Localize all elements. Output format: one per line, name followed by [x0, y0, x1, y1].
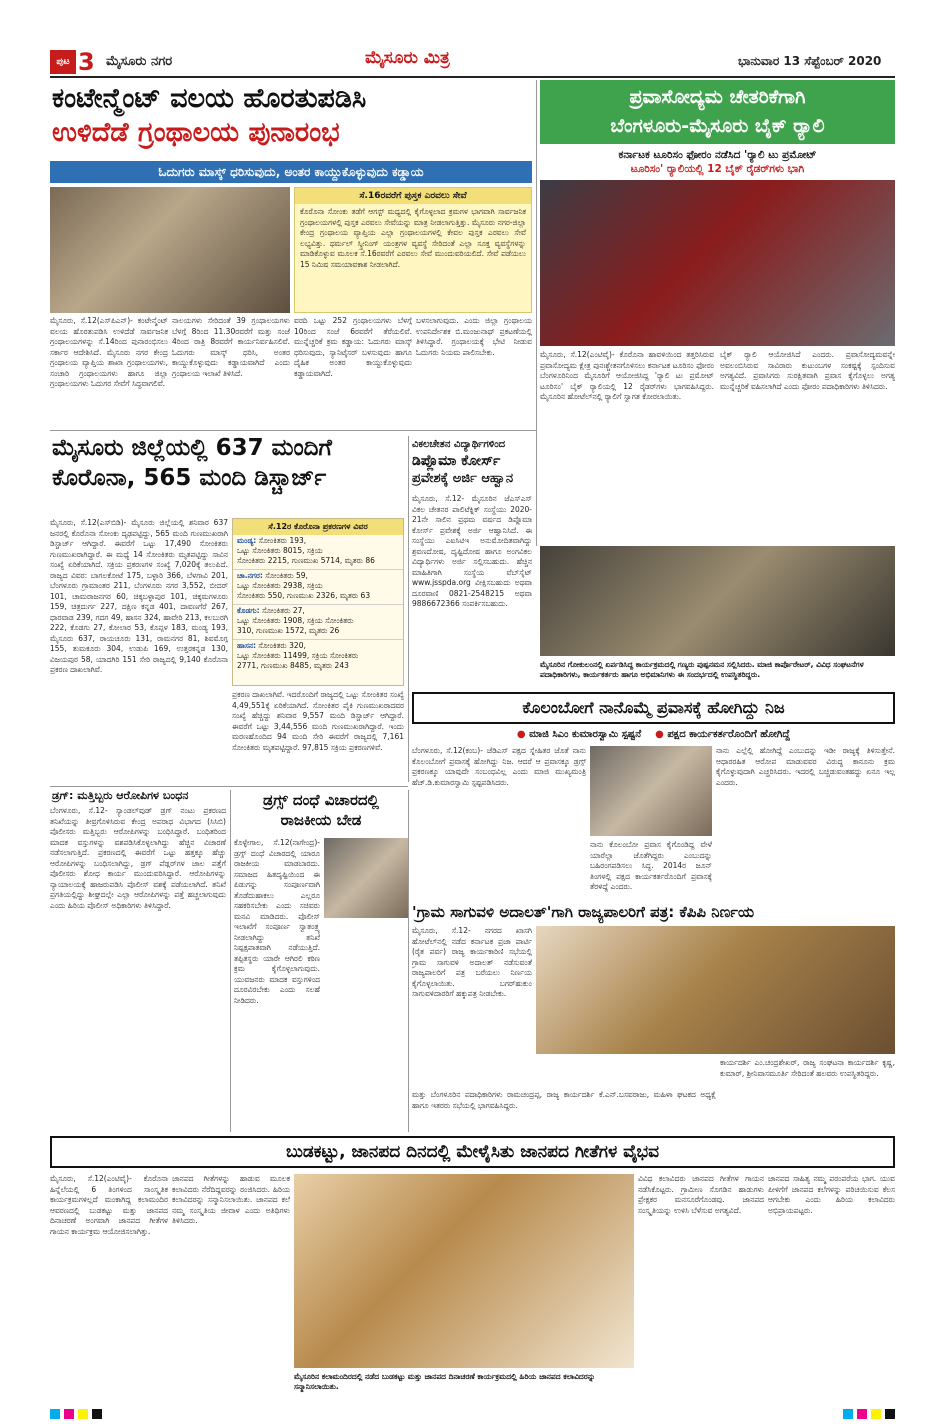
hdk-headline: ಕೊಲಂಬೋಗೆ ನಾನೊಮ್ಮೆ ಪ್ರವಾಸಕ್ಕೆ ಹೋಗಿದ್ದು ನಿಜ [522, 698, 785, 717]
table-row [233, 570, 403, 605]
drugs-politics-headline [234, 790, 408, 830]
diploma-headline-1: ವಿಕಲಚೇತನ ವಿದ್ಯಾರ್ಥಿಗಳಿಂದ [412, 439, 506, 450]
rally-column-2: ಬೈಕ್ ರ‍್ಯಾಲಿ ಆಯೋಜಿಸಿದೆ ಎಂದರು. ಪ್ರವಾಸೋದ್ಯಮವನ್ನೇ ಅವಲಂಬಿಸಿರುವ ಸಾವಿರಾರು ಕುಟುಂಬಗಳ ಸಂಕಷ್ಟಕ್ಕೆ ಸ್ಪಂದಿಸುವ ಅಗತ್ಯವಿದೆ. ಪ್ರವಾಸಿಗರು ಸುರಕ್ಷಿತವಾಗಿ ಪ್ರವಾಸ ಕೈಗೊಳ್ಳಲು ಅಗತ್ಯ ಮುನ್ನೆಚ್ಚರಿಕೆ ವಹಿಸಲಾಗಿದೆ ಎಂದು ಫೋರಂ ಪದಾಧಿಕಾರಿಗಳು ತಿಳಿಸಿದರು. [720, 350, 895, 391]
library-photo [50, 187, 290, 313]
hdk-photo [590, 746, 712, 836]
corona-column-2: ಪ್ರಕರಣ ದಾಖಲಾಗಿವೆ. ಇದರೊಂದಿಗೆ ರಾಜ್ಯದಲ್ಲಿ ಒಟ್ಟು ಸೋಂಕಿತರ ಸಂಖ್ಯೆ 4,49,551ಕ್ಕೆ ಏರಿಕೆಯಾಗಿದೆ. ಸೋಂಕಿತರ ಪೈಕಿ ಗುಣಮುಖರಾದವರ ಸಂಖ್ಯೆ ಹೆಚ್ಚಿದ್ದು ಶನಿವಾರ 9,557 ಮಂದಿ ಡಿಸ್ಚಾರ್ಜ್ ಆಗಿದ್ದಾರೆ. ಈವರೆಗೆ ಒಟ್ಟು 3,44,556 ಮಂದಿ ಗುಣಮುಖರಾಗಿದ್ದಾರೆ. ಇಂದು ಮರಣಹೊಂದಿದ 94 ಮಂದಿ ಸೇರಿ ಈವರೆಗೆ ರಾಜ್ಯದಲ್ಲಿ 7,161 ಸೋಂಕಿತರು ಮೃತಪಟ್ಟಿದ್ದಾರೆ. 97,815 ಸಕ್ರಿಯ ಪ್ರಕರಣಗಳಿವೆ. [232, 690, 404, 752]
hdk-subhead-1: ಮಾಜಿ ಸಿಎಂ ಕುಮಾರಸ್ವಾಮಿ ಸ್ಪಷ್ಟನೆ [529, 729, 642, 740]
diploma-headline [412, 436, 532, 487]
folk-headline: ಬುಡಕಟ್ಟು, ಜಾನಪದ ದಿನದಲ್ಲಿ ಮೇಳೈಸಿತು ಜಾನಪದ ಗೀತೆಗಳ ವೈಭವ [285, 1142, 660, 1162]
masthead: ಮೈಸೂರು ಮಿತ್ರ [365, 48, 450, 68]
rally-subhead-2: ಟೂರಿಸಂ' ರ‍್ಯಾಲಿಯಲ್ಲಿ 12 ಬೈಕ್ ರೈಡರ್‌ಗಳು ಭಾಗಿ [630, 163, 805, 175]
library-column-2: ನಾಲಯಗಳು ಸೇರಿದಂತೆ 39 ಗ್ರಂಥಾಲಯಗಳು ಬೆಳಗ್ಗೆ 8ರಿಂದ 11.30ರವರೆಗೆ ಮತ್ತು ಸಂಜೆ 4ರಿಂದ ರಾತ್ರಿ 8ರವರೆಗೆ ಕಾರ್ಯನಿರ್ವಹಿಸಲಿವೆ. ಓದುಗರು ಮಾಸ್ಕ್ ಧರಿಸಿ, ಅಂತರ ಕಾಯ್ದುಕೊಳ್ಳುವುದು ಕಡ್ಡಾಯವಾಗಿದೆ ಎಂದು ಗ್ರಂಥಾಲಯ ಇಲಾಖೆ ತಿಳಿಸಿದೆ. [172, 316, 290, 378]
hdk-subheads [412, 728, 895, 742]
drugs-politics-headline-1: ಡ್ರಗ್ಸ್ ದಂಧೆ ವಿಚಾರದಲ್ಲಿ [263, 791, 379, 809]
diploma-headline-2: ಡಿಪ್ಲೊಮಾ ಕೋರ್ಸ್ [412, 453, 501, 469]
drugs-politics-text-cont [324, 922, 408, 1132]
rally-headline-2: ಬೆಂಗಳೂರು-ಮೈಸೂರು ಬೈಕ್ ರ‍್ಯಾಲಿ [610, 115, 825, 137]
folk-photo [294, 1174, 634, 1368]
bullet-icon: ● [655, 729, 664, 740]
kpp-column-1: ಮೈಸೂರು, ಸೆ.12- ನಗರದ ಖಾಸಗಿ ಹೋಟೆಲ್‌ನಲ್ಲಿ ನಡೆದ ಕರ್ನಾಟಕ ಪ್ರಜಾ ಪಾರ್ಟಿ (ರೈತ ಪರ್ವ) ರಾಜ್ಯ ಕಾರ್ಯಕಾರಿಣಿ ಸಭೆಯಲ್ಲಿ ಗ್ರಾಮ ಸಾಗುವಳಿ ಅದಾಲತ್ ನಡೆಸುವಂತೆ ರಾಜ್ಯಪಾಲರಿಗೆ ಪತ್ರ ಬರೆಯಲು ನಿರ್ಣಯ ಕೈಗೊಳ್ಳಲಾಯಿತು. ಬಗರ್‌ಹುಕುಂ ಸಾಗುವಳಿದಾರರಿಗೆ ಹಕ್ಕುಪತ್ರ ನೀಡಬೇಕು. [412, 926, 532, 998]
cases-line: 2771, ಗುಣಮುಖ 8485, ಮೃತರು 243 [237, 661, 349, 670]
hdk-subhead-2: ಪಕ್ಷದ ಕಾರ್ಯಕರ್ತರೊಂದಿಗೆ ಹೋಗಿದ್ದೆ [667, 729, 791, 740]
district-name: ಹಾಸನ: [237, 641, 256, 650]
folk-headline-box [50, 1136, 895, 1168]
cases-line: ಸೋಂಕಿತರು 320, [258, 641, 306, 650]
cases-line: ಸೋಂಕಿತರು 59, [265, 571, 308, 580]
column-divider [536, 80, 537, 546]
page-number: 3 [78, 48, 95, 76]
bullet-icon: ● [516, 729, 526, 740]
hdk-column-2: ನಾನು ಕೊಲಂಬೋ ಪ್ರವಾಸ ಕೈಗೊಂಡಿದ್ದ ವೇಳೆ ಯಾರೆಲ್ಲಾ ಜೊತೆಗಿದ್ದರು ಎಂಬುದನ್ನು ಬಹಿರಂಗಪಡಿಸಲು ಸಿದ್ಧ. 2014ರ ಜೂನ್ ತಿಂಗಳಲ್ಲಿ ಪಕ್ಷದ ಕಾರ್ಯಕರ್ತರೊಂದಿಗೆ ಪ್ರವಾಸಕ್ಕೆ ತೆರಳಿದ್ದೆ ಎಂದರು. [590, 840, 712, 891]
folk-column-2: ಜಾನಪದ ಗೀತೆಗಳನ್ನು ಹಾಡುವ ಮೂಲಕ ಕಲಾವಿದರು ನೆರೆದಿದ್ದವರನ್ನು ರಂಜಿಸಿದರು. ಹಿರಿಯ ಕಲಾವಿದರನ್ನು ಸನ್ಮಾನಿಸಲಾಯಿತು. ಜಾನಪದ ಕಲೆ ನಮ್ಮ ಸಂಸ್ಕೃತಿಯ ಜೀವಾಳ ಎಂದು ಅತಿಥಿಗಳು ತಿಳಿಸಿದರು. [172, 1174, 290, 1225]
table-row [233, 535, 403, 570]
folk-column-3: ವಿವಿಧ ಕಲಾವಿದರು ಜಾನಪದ ಗೀತೆಗಳ ಗಾಯನ ನಡೆಸಿಕೊಟ್ಟರು. ಗ್ರಾಮೀಣ ಸೊಗಡಿನ ಹಾಡುಗಳು ಪ್ರೇಕ್ಷಕರ ಮನಸೂರೆಗೊಂಡವು. ಜಾನಪದ ಸಂಸ್ಕೃತಿಯನ್ನು ಉಳಿಸಿ ಬೆಳೆಸುವ ಅಗತ್ಯವಿದೆ. [638, 1174, 764, 1215]
section-divider [50, 430, 536, 431]
district-name: ಕೊಡಗು: [237, 606, 260, 615]
tribute-photo [540, 546, 895, 656]
tribute-caption: ಮೈಸೂರಿನ ಗೋಕುಲಂನಲ್ಲಿ ಏರ್ಪಡಿಸಿದ್ದ ಕಾರ್ಯಕ್ರಮದಲ್ಲಿ ಗಣ್ಯರು ಪುಷ್ಪನಮನ ಸಲ್ಲಿಸಿದರು. ಮಾಜಿ ಕಾರ್ಪೊರೇಟರ್, ವಿವಿಧ ಸಂಘಟನೆಗಳ ಪದಾಧಿಕಾರಿಗಳು, ಕಾರ್ಯಕರ್ತರು ಹಾಗೂ ಅಭಿಮಾನಿಗಳು ಈ ಸಂದರ್ಭದಲ್ಲಿ ಉಪಸ್ಥಿತರಿದ್ದರು. [540, 660, 864, 679]
table-row [233, 640, 403, 674]
color-registration-marks [795, 1404, 895, 1423]
kpp-headline: 'ಗ್ರಾಮ ಸಾಗುವಳಿ ಅದಾಲತ್'ಗಾಗಿ ರಾಜ್ಯಪಾಲರಿಗೆ ಪತ್ರ: ಕೆಪಿಪಿ ನಿರ್ಣಯ [412, 903, 755, 921]
hdk-column-3: ನಾನು ಎಲ್ಲೆಲ್ಲಿ ಹೋಗಿದ್ದೆ ಎಂಬುದನ್ನು ಇಡೀ ರಾಜ್ಯಕ್ಕೆ ತಿಳಿಸುತ್ತೇನೆ. ಆಧಾರರಹಿತ ಆರೋಪ ಮಾಡುವವರ ವಿರುದ್ಧ ಕಾನೂನು ಕ್ರಮ ಕೈಗೊಳ್ಳುವುದಾಗಿ ಎಚ್ಚರಿಸಿದರು. ಇದರಲ್ಲಿ ಬಚ್ಚಿಡುವಂತಹದ್ದು ಏನೂ ಇಲ್ಲ ಎಂದರು. [716, 746, 895, 787]
kpp-photo [536, 926, 895, 1054]
library-column-1: ಮೈಸೂರು, ಸೆ.12(ಎಸ್‌ಪಿಎನ್)- ಕಂಟೇನ್ಮೆಂಟ್ ವಲಯ ಹೊರತುಪಡಿಸಿ ಉಳಿದೆಡೆ ಸಾರ್ವಜನಿಕ ಗ್ರಂಥಾಲಯಗಳನ್ನು ಸೆ.14ರಿಂದ ಪುನಾರಂಭಿಸಲು ಸರ್ಕಾರ ಆದೇಶಿಸಿದೆ. ಮೈಸೂರು ನಗರ ಕೇಂದ್ರ ಗ್ರಂಥಾಲಯ ವ್ಯಾಪ್ತಿಯ ಶಾಖಾ ಗ್ರಂಥಾಲಯಗಳು, ಸಂಚಾರಿ ಗ್ರಂಥಾಲಯಗಳು ಹಾಗೂ ಜಿಲ್ಲಾ ಗ್ರಂಥಾಲಯಗಳು ಓದುಗರ ಸೇವೆಗೆ ಸಿದ್ಧವಾಗಲಿವೆ. [50, 316, 168, 388]
cases-line: ಸೋಂಕಿತರು 2215, ಗುಣಮುಖ 5714, ಮೃತರು 86 [237, 556, 375, 565]
hdk-headline-box [412, 692, 895, 724]
cases-line: ಸೋಂಕಿತರು 27, [262, 606, 305, 615]
cases-line: ಒಟ್ಟು ಸೋಂಕಿತರು 1908, ಸಕ್ರಿಯ ಸೋಂಕಿತರು [237, 616, 354, 625]
library-column-3: ವರದಿ ಒಟ್ಟು 252 ಗ್ರಂಥಾಲಯಗಳು ಬೆಳಗ್ಗೆ 10ರಿಂದ ಸಂಜೆ 6ರವರೆಗೆ ತೆರೆಯಲಿವೆ. ಮುನ್ನೆಚ್ಚರಿಕೆ ಕ್ರಮ ಕಡ್ಡಾಯ: ಓದುಗರು ಮಾಸ್ಕ್ ಧರಿಸುವುದು, ಸ್ಯಾನಿಟೈಸರ್ ಬಳಸುವುದು ಹಾಗೂ ದೈಹಿಕ ಅಂತರ ಕಾಯ್ದುಕೊಳ್ಳುವುದು ಕಡ್ಡಾಯವಾಗಿದೆ. [294, 316, 412, 378]
kpp-caption: ಮತ್ತು ಬೆಂಗಳೂರಿನ ಪದಾಧಿಕಾರಿಗಳು ರಾಮಚಂದ್ರಪ್ಪ, ರಾಜ್ಯ ಕಾರ್ಯದರ್ಶಿ ಕೆ.ಎನ್.ಬಸವರಾಜು, ಮಹಿಳಾ ಘಟಕದ ಅಧ್ಯಕ್ಷೆ ಹಾಗೂ ಇತರರು ಸಭೆಯಲ್ಲಿ ಭಾಗವಹಿಸಿದ್ದರು. [412, 1090, 716, 1110]
rally-subhead [540, 148, 895, 176]
corona-table [232, 518, 404, 686]
issue-date: ಭಾನುವಾರ 13 ಸೆಪ್ಟೆಂಬರ್ 2020 [738, 54, 882, 68]
cases-line: ಒಟ್ಟು ಸೋಂಕಿತರು 8015, ಸಕ್ರಿಯ [237, 546, 323, 555]
minister-photo [324, 838, 408, 918]
header-rule [50, 76, 895, 78]
column-divider [408, 790, 409, 1132]
color-registration-marks [50, 1404, 150, 1423]
cases-line: ಸೋಂಕಿತರು 550, ಗುಣಮುಖ 2326, ಮೃತರು 63 [237, 591, 371, 600]
page-label: ಪುಟ [50, 50, 76, 74]
library-box [294, 187, 532, 313]
section-title: ಮೈಸೂರು ನಗರ [106, 54, 173, 69]
corona-headline-2: ಕೊರೊನಾ, 565 ಮಂದಿ ಡಿಸ್ಚಾರ್ಜ್ [52, 465, 327, 491]
drugs-politics-headline-2: ರಾಜಕೀಯ ಬೇಡ [280, 811, 362, 829]
library-box-text: ಕೊರೊನಾ ಸೋಂಕು ತಡೆಗೆ ಆಗಸ್ಟ್ ಮಧ್ಯದಲ್ಲಿ ಕೈಗೊಳ್ಳಲಾದ ಕ್ರಮಗಳ ಭಾಗವಾಗಿ ಸಾರ್ವಜನಿಕ ಗ್ರಂಥಾಲಯಗಳಲ್ಲಿ ಪುಸ್ತಕ ಎರವಲು ಸೇವೆಯನ್ನು ಮಾತ್ರ ನೀಡಲಾಗುತ್ತಿತ್ತು. ಮೈಸೂರು ನಗರ-ಜಿಲ್ಲಾ ಕೇಂದ್ರ ಗ್ರಂಥಾಲಯ ವ್ಯಾಪ್ತಿಯ ಎಲ್ಲಾ ಗ್ರಂಥಾಲಯಗಳಲ್ಲಿ ಕೇವಲ ಪುಸ್ತಕ ಎರವಲು ಸೇವೆ ಲಭ್ಯವಿತ್ತು. ಥರ್ಮಲ್ ಸ್ಕ್ರೀನಿಂಗ್ ಯಂತ್ರಗಳ ವ್ಯವಸ್ಥೆ ಸೇರಿದಂತೆ ಎಲ್ಲಾ ಸೂಕ್ತ ವ್ಯವಸ್ಥೆಗಳನ್ನು ಮಾಡಿಕೊಳ್ಳುವ ಮೂಲಕ ಸೆ.16ರವರೆಗೆ ಎರವಲು ಸೇವೆ ಮುಂದುವರಿಯಲಿದೆ. ಸೇವೆ ಪಡೆಯಲು 15 ನಿಮಿಷ ಸಮಯಾವಕಾಶ ನೀಡಲಾಗಿದೆ. [300, 207, 526, 269]
table-row [233, 605, 403, 640]
hdk-column-1: ಬೆಂಗಳೂರು, ಸೆ.12(ಕಂಬ)- ಜೆಡಿಎಸ್ ಪಕ್ಷದ ಸ್ನೇಹಿತರ ಜೊತೆ ನಾನು ಕೊಲಂಬೋಗೆ ಪ್ರವಾಸಕ್ಕೆ ಹೋಗಿದ್ದು ನಿಜ. ಆದರೆ ಆ ಪ್ರವಾಸಕ್ಕೂ ಡ್ರಗ್ಸ್ ಪ್ರಕರಣಕ್ಕೂ ಯಾವುದೇ ಸಂಬಂಧವಿಲ್ಲ ಎಂದು ಮಾಜಿ ಮುಖ್ಯಮಂತ್ರಿ ಹೆಚ್.ಡಿ.ಕುಮಾರಸ್ವಾಮಿ ಸ್ಪಷ್ಟಪಡಿಸಿದರು. [412, 746, 586, 787]
drugs-politics-text: ಕೊಳ್ಳೇಗಾಲ, ಸೆ.12(ನಾಗೇಂದ್ರ)- ಡ್ರಗ್ಸ್ ದಂಧೆ ವಿಚಾರದಲ್ಲಿ ಯಾರೂ ರಾಜಕೀಯ ಮಾಡಬಾರದು. ಸಮಾಜದ ಹಿತದೃಷ್ಟಿಯಿಂದ ಈ ಪಿಡುಗನ್ನು ಸಂಪೂರ್ಣವಾಗಿ ತೊಡೆದುಹಾಕಲು ಎಲ್ಲರೂ ಸಹಕರಿಸಬೇಕು ಎಂದು ಸಚಿವರು ಮನವಿ ಮಾಡಿದರು. ಪೊಲೀಸ್ ಇಲಾಖೆಗೆ ಸಂಪೂರ್ಣ ಸ್ವಾತಂತ್ರ್ಯ ನೀಡಲಾಗಿದ್ದು ತನಿಖೆ ನಿಷ್ಪಕ್ಷಪಾತವಾಗಿ ನಡೆಯುತ್ತಿದೆ. ತಪ್ಪಿತಸ್ಥರು ಯಾರೇ ಆಗಿರಲಿ ಕಠಿಣ ಕ್ರಮ ಕೈಗೊಳ್ಳಲಾಗುವುದು. ಯುವಜನರು ಮಾದಕ ವಸ್ತುಗಳಿಂದ ದೂರವಿರಬೇಕು ಎಂದು ಸಲಹೆ ನೀಡಿದರು. [234, 838, 320, 1005]
column-divider [408, 436, 409, 782]
rally-headline-box [540, 80, 895, 144]
library-column-4: ಬಳಸಲಾಗುವುದು. ಎಂದು ಜಿಲ್ಲಾ ಗ್ರಂಥಾಲಯ ಉಪನಿರ್ದೇಶಕ ಬಿ.ಮಂಜುನಾಥ್ ಪ್ರಕಟಣೆಯಲ್ಲಿ ತಿಳಿಸಿದ್ದಾರೆ. ಗ್ರಂಥಾಲಯಕ್ಕೆ ಭೇಟಿ ನೀಡುವ ಓದುಗರು ನಿಯಮ ಪಾಲಿಸಬೇಕು. [416, 316, 532, 357]
rally-photo [540, 180, 895, 346]
cases-line: ಒಟ್ಟು ಸೋಂಕಿತರು 2938, ಸಕ್ರಿಯ [237, 581, 323, 590]
corona-column-1: ಮೈಸೂರು, ಸೆ.12(ಎಸ್‌ಬಿಡಿ)- ಮೈಸೂರು ಜಿಲ್ಲೆಯಲ್ಲಿ ಶನಿವಾರ 637 ಜನರಲ್ಲಿ ಕೊರೊನಾ ಸೋಂಕು ದೃಢಪಟ್ಟಿದ್ದು, 565 ಮಂದಿ ಗುಣಮುಖರಾಗಿ ಡಿಸ್ಚಾರ್ಜ್ ಆಗಿದ್ದಾರೆ. ಈವರೆಗೆ ಒಟ್ಟು 17,490 ಸೋಂಕಿತರು ಗುಣಮುಖರಾಗಿದ್ದಾರೆ. ಈ ಮಧ್ಯೆ 14 ಸೋಂಕಿತರು ಮೃತಪಟ್ಟಿದ್ದು ಸಾವಿನ ಸಂಖ್ಯೆ ಏರಿಕೆಯಾಗಿದೆ. ಸಕ್ರಿಯ ಪ್ರಕರಣಗಳ ಸಂಖ್ಯೆ 7,020ಕ್ಕೆ ತಲುಪಿದೆ. ರಾಜ್ಯದ ವಿವರ: ಬಾಗಲಕೋಟೆ 175, ಬಳ್ಳಾರಿ 366, ಬೆಳಗಾವಿ 201, ಬೆಂಗಳೂರು ಗ್ರಾಮಾಂತರ 211, ಬೆಂಗಳೂರು ನಗರ 3,552, ಬೀದರ್ 101, ಚಾಮರಾಜನಗರ 60, ಚಿಕ್ಕಬಳ್ಳಾಪುರ 101, ಚಿಕ್ಕಮಗಳೂರು 159, ಚಿತ್ರದುರ್ಗ 227, ದಕ್ಷಿಣ ಕನ್ನಡ 401, ದಾವಣಗೆರೆ 267, ಧಾರವಾಡ 239, ಗದಗ 49, ಹಾಸನ 324, ಹಾವೇರಿ 213, ಕಲಬುರಗಿ 222, ಕೊಡಗು 27, ಕೋಲಾರ 53, ಕೊಪ್ಪಳ 183, ಮಂಡ್ಯ 193, ಮೈಸೂರು 637, ರಾಯಚೂರು 131, ರಾಮನಗರ 81, ಶಿವಮೊಗ್ಗ 155, ತುಮಕೂರು 304, ಉಡುಪಿ 169, ಉತ್ತರಕನ್ನಡ 130, ವಿಜಯಪುರ 58, ಯಾದಗಿರಿ 151 ಸೇರಿ ರಾಜ್ಯದಲ್ಲಿ 9,140 ಕೊರೊನಾ ಪ್ರಕರಣ ದಾಖಲಾಗಿವೆ. [50, 518, 228, 674]
folk-caption: ಮೈಸೂರಿನ ಕಲಾಮಂದಿರದಲ್ಲಿ ನಡೆದ ಬುಡಕಟ್ಟು ಮತ್ತು ಜಾನಪದ ದಿನಾಚರಣೆ ಕಾರ್ಯಕ್ರಮದಲ್ಲಿ ಹಿರಿಯ ಜಾನಪದ ಕಲಾವಿದರನ್ನು ಸನ್ಮಾನಿಸಲಾಯಿತು. [294, 1372, 596, 1391]
corona-headline-1: ಮೈಸೂರು ಜಿಲ್ಲೆಯಲ್ಲಿ 637 ಮಂದಿಗೆ [52, 435, 332, 461]
diploma-headline-3: ಪ್ರವೇಶಕ್ಕೆ ಅರ್ಜಿ ಆಹ್ವಾನ [412, 471, 514, 486]
cases-line: ಸೋಂಕಿತರು 193, [258, 536, 307, 545]
diploma-text: ಮೈಸೂರು, ಸೆ.12- ಮೈಸೂರಿನ ಜೆಎಸ್‌ಎಸ್ ವಿಕಲ ಚೇತನರ ಪಾಲಿಟೆಕ್ನಿಕ್ ಸಂಸ್ಥೆಯು 2020-21ನೇ ಸಾಲಿನ ಪ್ರಥಮ ವರ್ಷದ ಡಿಪ್ಲೊಮಾ ಕೋರ್ಸ್ ಪ್ರವೇಶಕ್ಕೆ ಅರ್ಜಿ ಆಹ್ವಾನಿಸಿದೆ. ಈ ಸಂಸ್ಥೆಯು ಎಐಸಿಟಿಇ ಅನುಮೋದಿತವಾಗಿದ್ದು ಶ್ರವಣದೋಷ, ದೃಷ್ಟಿದೋಷ ಹಾಗೂ ಅಂಗವಿಕಲ ವಿದ್ಯಾರ್ಥಿಗಳು ಅರ್ಜಿ ಸಲ್ಲಿಸಬಹುದು. ಹೆಚ್ಚಿನ ಮಾಹಿತಿಗಾಗಿ ಸಂಸ್ಥೆಯ ವೆಬ್‌ಸೈಟ್ www.jsspda.org ವೀಕ್ಷಿಸಬಹುದು ಅಥವಾ ದೂರವಾಣಿ 0821-2548215 ಅಥವಾ 9886672366 ಸಂಪರ್ಕಿಸಬಹುದು. [412, 494, 532, 608]
cases-line: 310, ಗುಣಮುಖ 1572, ಮೃತರು 26 [237, 626, 340, 635]
corona-table-title: ಸೆ.12ರ ಕೊರೊನಾ ಪ್ರಕರಣಗಳ ವಿವರ [233, 519, 403, 535]
library-headline-2: ಉಳಿದೆಡೆ ಗ್ರಂಥಾಲಯ ಪುನಾರಂಭ [52, 117, 340, 148]
library-headline-1: ಕಂಟೇನ್ಮೆಂಟ್ ವಲಯ ಹೊರತುಪಡಿಸಿ [52, 83, 367, 114]
folk-column-1: ಮೈಸೂರು, ಸೆ.12(ಎಂಟಿವೈ)- ಕೊರೊನಾ ಹಿನ್ನೆಲೆಯಲ್ಲಿ 6 ತಿಂಗಳಿಂದ ಸಾಂಸ್ಕೃತಿಕ ಕಾರ್ಯಕ್ರಮಗಳಿಲ್ಲದೆ ಮಂಕಾಗಿದ್ದ ಕಲಾಮಂದಿರ ಆವರಣದಲ್ಲಿ ಬುಡಕಟ್ಟು ಮತ್ತು ಜಾನಪದ ದಿನಾಚರಣೆ ಅಂಗವಾಗಿ ಜಾನಪದ ಗೀತೆಗಳ ಗಾಯನ ಕಾರ್ಯಕ್ರಮ ಆಯೋಜಿಸಲಾಗಿತ್ತು. [50, 1174, 168, 1236]
rally-column-1: ಮೈಸೂರು, ಸೆ.12(ಎಂಟಿವೈ)- ಕೊರೊನಾ ಹಾವಳಿಯಿಂದ ತತ್ತರಿಸಿರುವ ಪ್ರವಾಸೋದ್ಯಮ ಕ್ಷೇತ್ರ ಪುನಃಶ್ಚೇತನಗೊಳಿಸಲು ಕರ್ನಾಟಕ ಟೂರಿಸಂ ಫೋರಂ ಬೆಂಗಳೂರಿನಿಂದ ಮೈಸೂರಿಗೆ ಆಯೋಜಿಸಿದ್ದ 'ರ‍್ಯಾಲಿ ಟು ಪ್ರಮೋಟ್ ಟೂರಿಸಂ' ಬೈಕ್ ರ‍್ಯಾಲಿಯಲ್ಲಿ 12 ರೈಡರ್‌ಗಳು ಭಾಗವಹಿಸಿದ್ದರು. ಮೈಸೂರಿನ ಹೋಟೆಲ್‌ನಲ್ಲಿ ರ‍್ಯಾಲಿಗೆ ಸ್ವಾಗತ ಕೋರಲಾಯಿತು. [540, 350, 714, 401]
library-subhead: ಓದುಗರು ಮಾಸ್ಕ್ ಧರಿಸುವುದು, ಅಂತರ ಕಾಯ್ದುಕೊಳ್ಳುವುದು ಕಡ್ಡಾಯ [50, 161, 532, 183]
district-name: ಚಾ.ನಗರ: [237, 571, 263, 580]
cases-line: ಒಟ್ಟು ಸೋಂಕಿತರು 11499, ಸಕ್ರಿಯ ಸೋಂಕಿತರು [237, 651, 359, 660]
kpp-column-3: ಕಾರ್ಯದರ್ಶಿ ಎಂ.ಚಂದ್ರಶೇಖರ್, ರಾಜ್ಯ ಸಂಘಟನಾ ಕಾರ್ಯದರ್ಶಿ ಕೃಷ್ಣ, ಕುಮಾರ್, ಶ್ರೀನಿವಾಸಮೂರ್ತಿ ಸೇರಿದಂತೆ ಹಲವರು ಉಪಸ್ಥಿತರಿದ್ದರು. [720, 1058, 895, 1078]
rally-subhead-1: ಕರ್ನಾಟಕ ಟೂರಿಸಂ ಫೋರಂ ನಡೆಸಿದ 'ರ‍್ಯಾಲಿ ಟು ಪ್ರಮೋಟ್ [618, 149, 817, 161]
rally-headline-1: ಪ್ರವಾಸೋದ್ಯಮ ಚೇತರಿಕೆಗಾಗಿ [629, 86, 806, 108]
section-divider [50, 786, 408, 787]
library-box-title: ಸೆ.16ರವರೆಗೆ ಪುಸ್ತಕ ಎರವಲು ಸೇವೆ [295, 188, 531, 204]
drugs-arrest-headline: ಡ್ರಗ್: ಮತ್ತಿಬ್ಬರು ಆರೋಪಿಗಳ ಬಂಧನ [52, 789, 189, 802]
district-name: ಮಂಡ್ಯ: [237, 536, 257, 545]
folk-column-4: ಜಾನಪದ ಸಾಹಿತ್ಯ ನಮ್ಮ ಪರಂಪರೆಯ ಭಾಗ. ಯುವ ಪೀಳಿಗೆಗೆ ಜಾನಪದ ಕಲೆಗಳನ್ನು ಪರಿಚಯಿಸುವ ಕೆಲಸ ಆಗಬೇಕು ಎಂದು ಹಿರಿಯ ಕಲಾವಿದರು ಅಭಿಪ್ರಾಯಪಟ್ಟರು. [768, 1174, 895, 1215]
column-divider [230, 790, 231, 1132]
drugs-arrest-text: ಬೆಂಗಳೂರು, ಸೆ.12- ಸ್ಯಾಂಡಲ್‌ವುಡ್ ಡ್ರಗ್ ನಂಟು ಪ್ರಕರಣದ ತನಿಖೆಯನ್ನು ತೀವ್ರಗೊಳಿಸಿರುವ ಕೇಂದ್ರ ಅಪರಾಧ ವಿಭಾಗದ (ಸಿಸಿಬಿ) ಪೊಲೀಸರು ಮತ್ತಿಬ್ಬರು ಆರೋಪಿಗಳನ್ನು ಬಂಧಿಸಿದ್ದಾರೆ. ಬಂಧಿತರಿಂದ ಮಾದಕ ವಸ್ತುಗಳನ್ನು ವಶಪಡಿಸಿಕೊಳ್ಳಲಾಗಿದ್ದು ಹೆಚ್ಚಿನ ವಿಚಾರಣೆ ನಡೆಸಲಾಗುತ್ತಿದೆ. ಪ್ರಕರಣದಲ್ಲಿ ಈವರೆಗೆ ಒಟ್ಟು ಹತ್ತಕ್ಕೂ ಹೆಚ್ಚು ಆರೋಪಿಗಳನ್ನು ಬಂಧಿಸಲಾಗಿದ್ದು, ಡ್ರಗ್ ಪೆಡ್ಲರ್‌ಗಳ ಜಾಲ ಪತ್ತೆಗೆ ಪೊಲೀಸರು ಶೋಧ ಕಾರ್ಯ ಮುಂದುವರಿಸಿದ್ದಾರೆ. ಆರೋಪಿಗಳನ್ನು ನ್ಯಾಯಾಲಯಕ್ಕೆ ಹಾಜರುಪಡಿಸಿ ಪೊಲೀಸ್ ವಶಕ್ಕೆ ಪಡೆಯಲಾಗಿದೆ. ತನಿಖೆ ಪ್ರಗತಿಯಲ್ಲಿದ್ದು ಶೀಘ್ರದಲ್ಲೇ ಎಲ್ಲಾ ಆರೋಪಿಗಳನ್ನು ಪತ್ತೆ ಹಚ್ಚಲಾಗುವುದು ಎಂದು ಹಿರಿಯ ಪೊಲೀಸ್ ಅಧಿಕಾರಿಗಳು ತಿಳಿಸಿದ್ದಾರೆ. [50, 806, 226, 910]
